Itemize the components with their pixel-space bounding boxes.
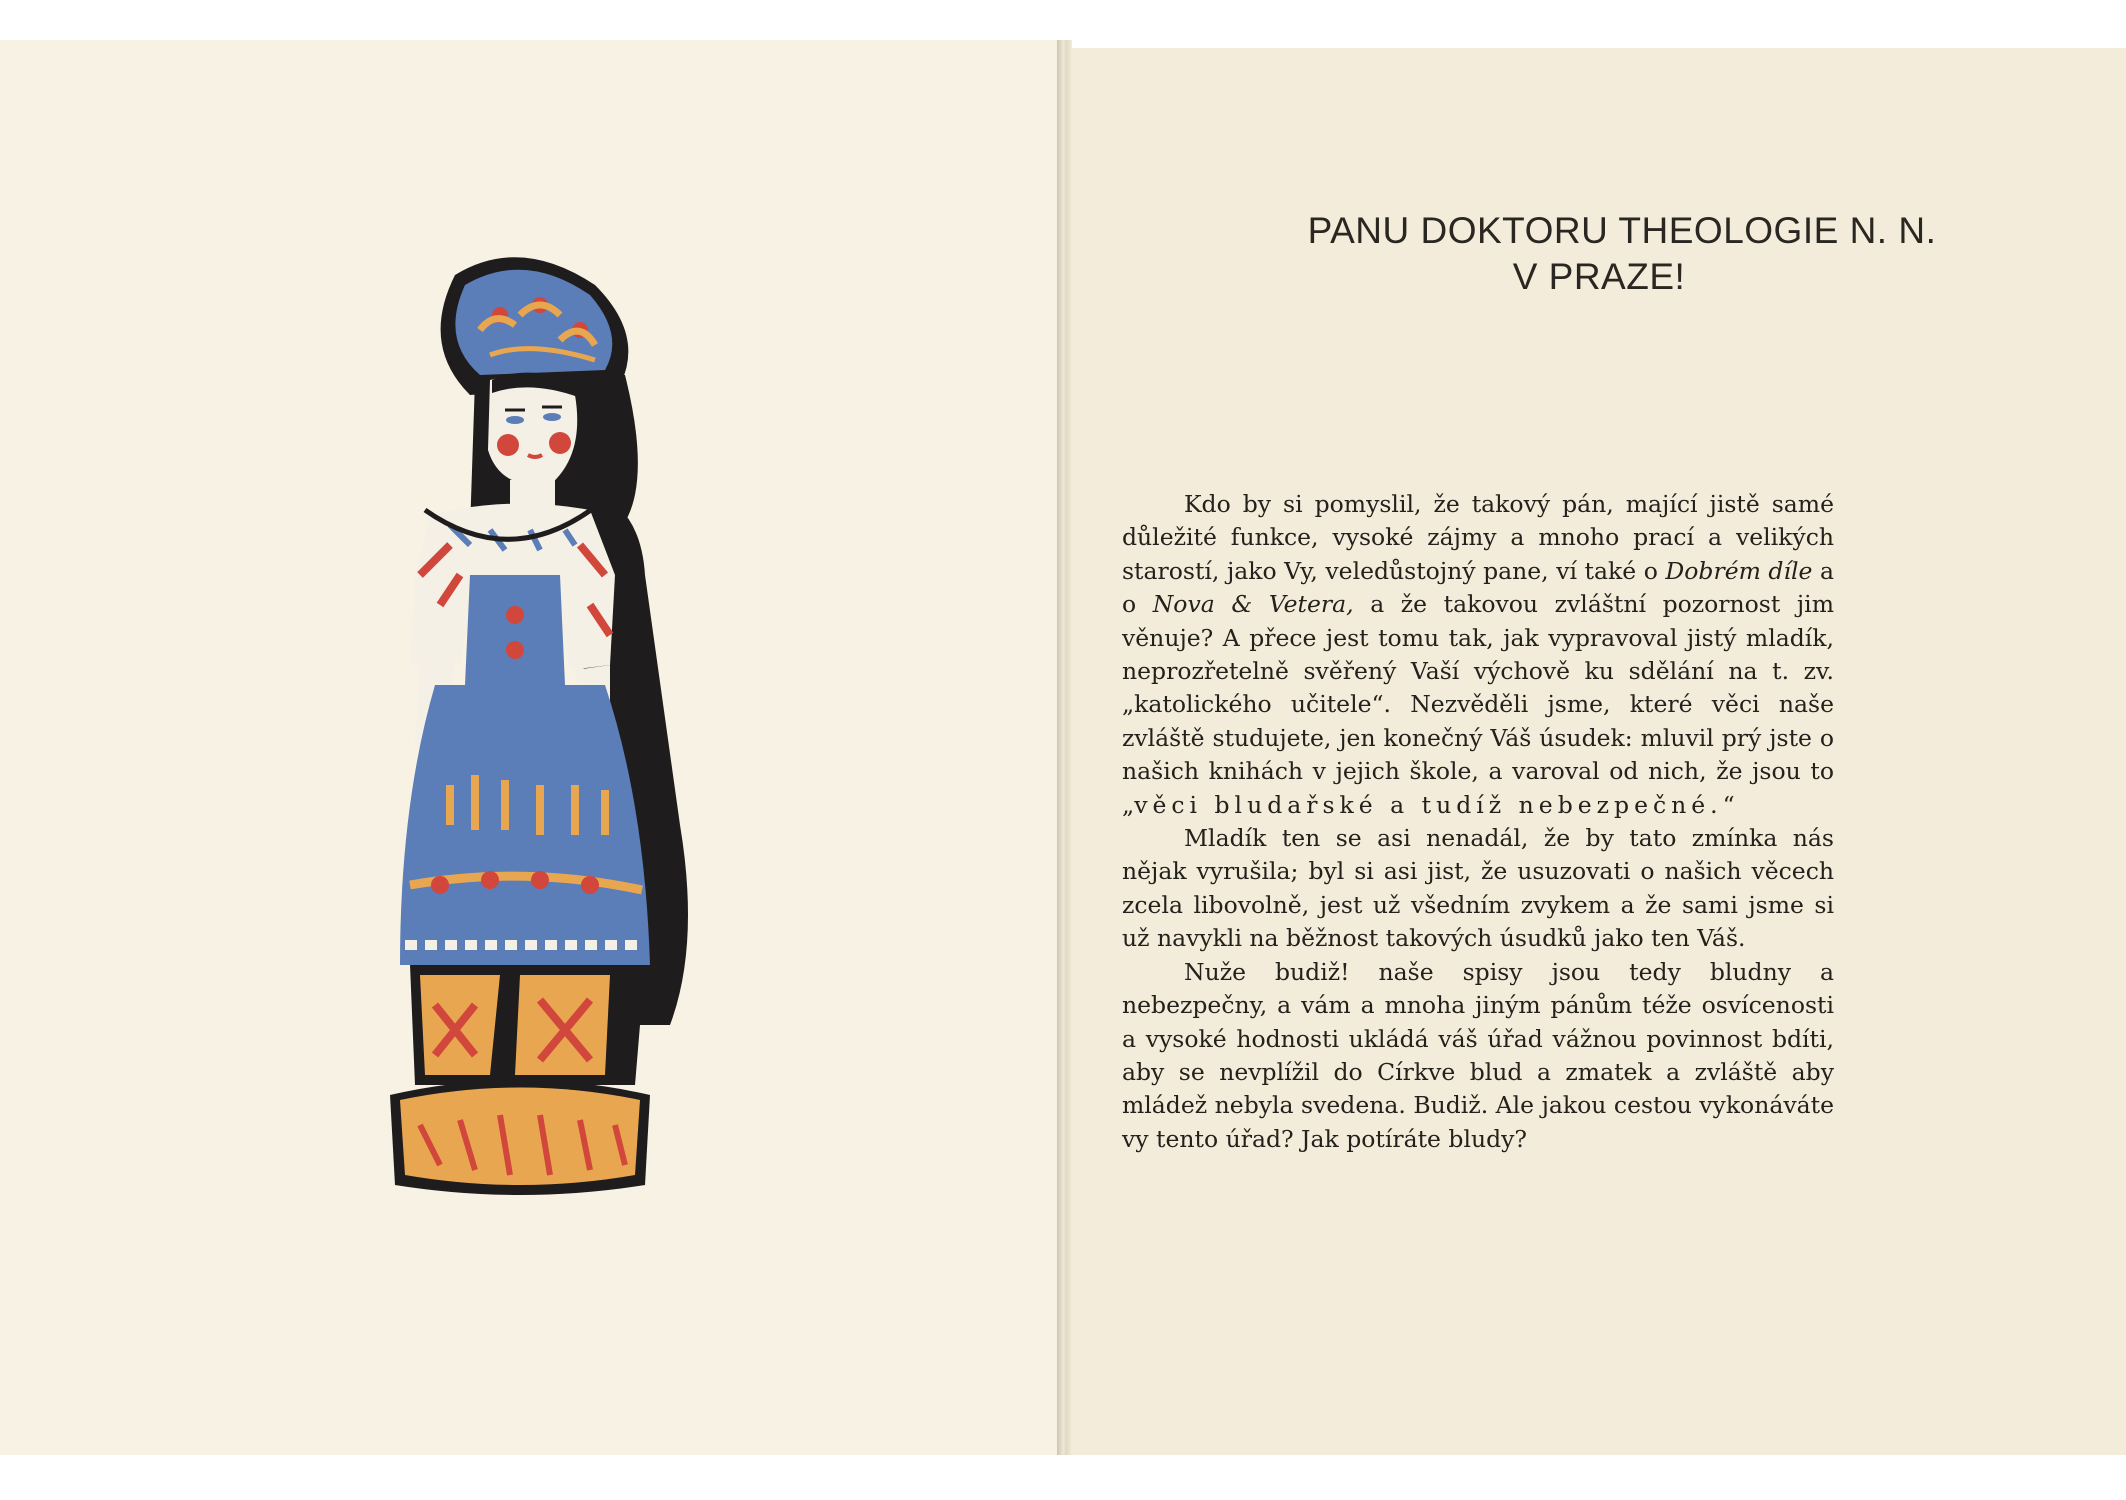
- paragraph-2: Mladík ten se asi nenadál, že by tato zmínka nás nějak vyrušila; byl si asi jist, že usuzovati o našich věcech zcela libovolně, jest už všedním zvykem a že sami jsme si už navykli na běžnost takových úsudků jako ten Váš.: [1122, 824, 1834, 953]
- title-nova-vetera: Nova & Vetera,: [1152, 590, 1354, 619]
- folk-figurine-illustration: [380, 245, 740, 1235]
- paragraph-1-text-d: “: [1722, 790, 1735, 819]
- book-gutter: [1057, 40, 1072, 1460]
- title-line-2: V PRAZE!: [1512, 256, 1686, 297]
- right-page: [1072, 48, 2126, 1460]
- title-dobre-dilo: Dobrém díle: [1665, 556, 1813, 585]
- spaced-quote: věci bludařské a tudíž nebezpečné.: [1134, 790, 1723, 819]
- paragraph-1-text-c: a že takovou zvláštní pozornost jim věnuje? A přece jest tomu tak, jak vypravoval jistý mladík, neprozřetelně svěřený Vaší výchově ku sdělání na t. zv. „katolického učitele“. Nezvěděli jsme, které věci naše zvláště studujete, jen konečný Váš úsudek: mluvil prý jste o našich knihách v jejich škole, a varoval od nich, že jsou to „: [1122, 590, 1834, 819]
- letter-body: [1122, 488, 1834, 1156]
- paragraph-1-text-a: Kdo by si pomyslil, že takový pán, mající jistě samé důležité funkce, vysoké zájmy a mnoho prací a velikých starostí, jako Vy, veledůstojný pane, ví také o: [1122, 490, 1834, 585]
- left-page: [0, 40, 1057, 1460]
- scan-margin: [0, 1455, 2126, 1500]
- paragraph-1-text-b: a o: [1122, 556, 1834, 619]
- title-line-1: PANU DOKTORU THEOLOGIE N. N.: [1307, 210, 1937, 251]
- paragraph-3: Nuže budiž! naše spisy jsou tedy bludny a nebezpečny, a vám a mnoha jiným pánům téže osvícenosti a vysoké hodnosti ukládá váš úřad vážnou povinnost bdíti, aby se nevplížil do Církve blud a zmatek a zvláště aby mládež nebyla svedena. Budiž. Ale jakou cestou vykonáváte vy tento úřad? Jak potíráte bludy?: [1122, 957, 1834, 1153]
- paragraph-1: [1122, 488, 1834, 822]
- page-title: [1072, 208, 2126, 300]
